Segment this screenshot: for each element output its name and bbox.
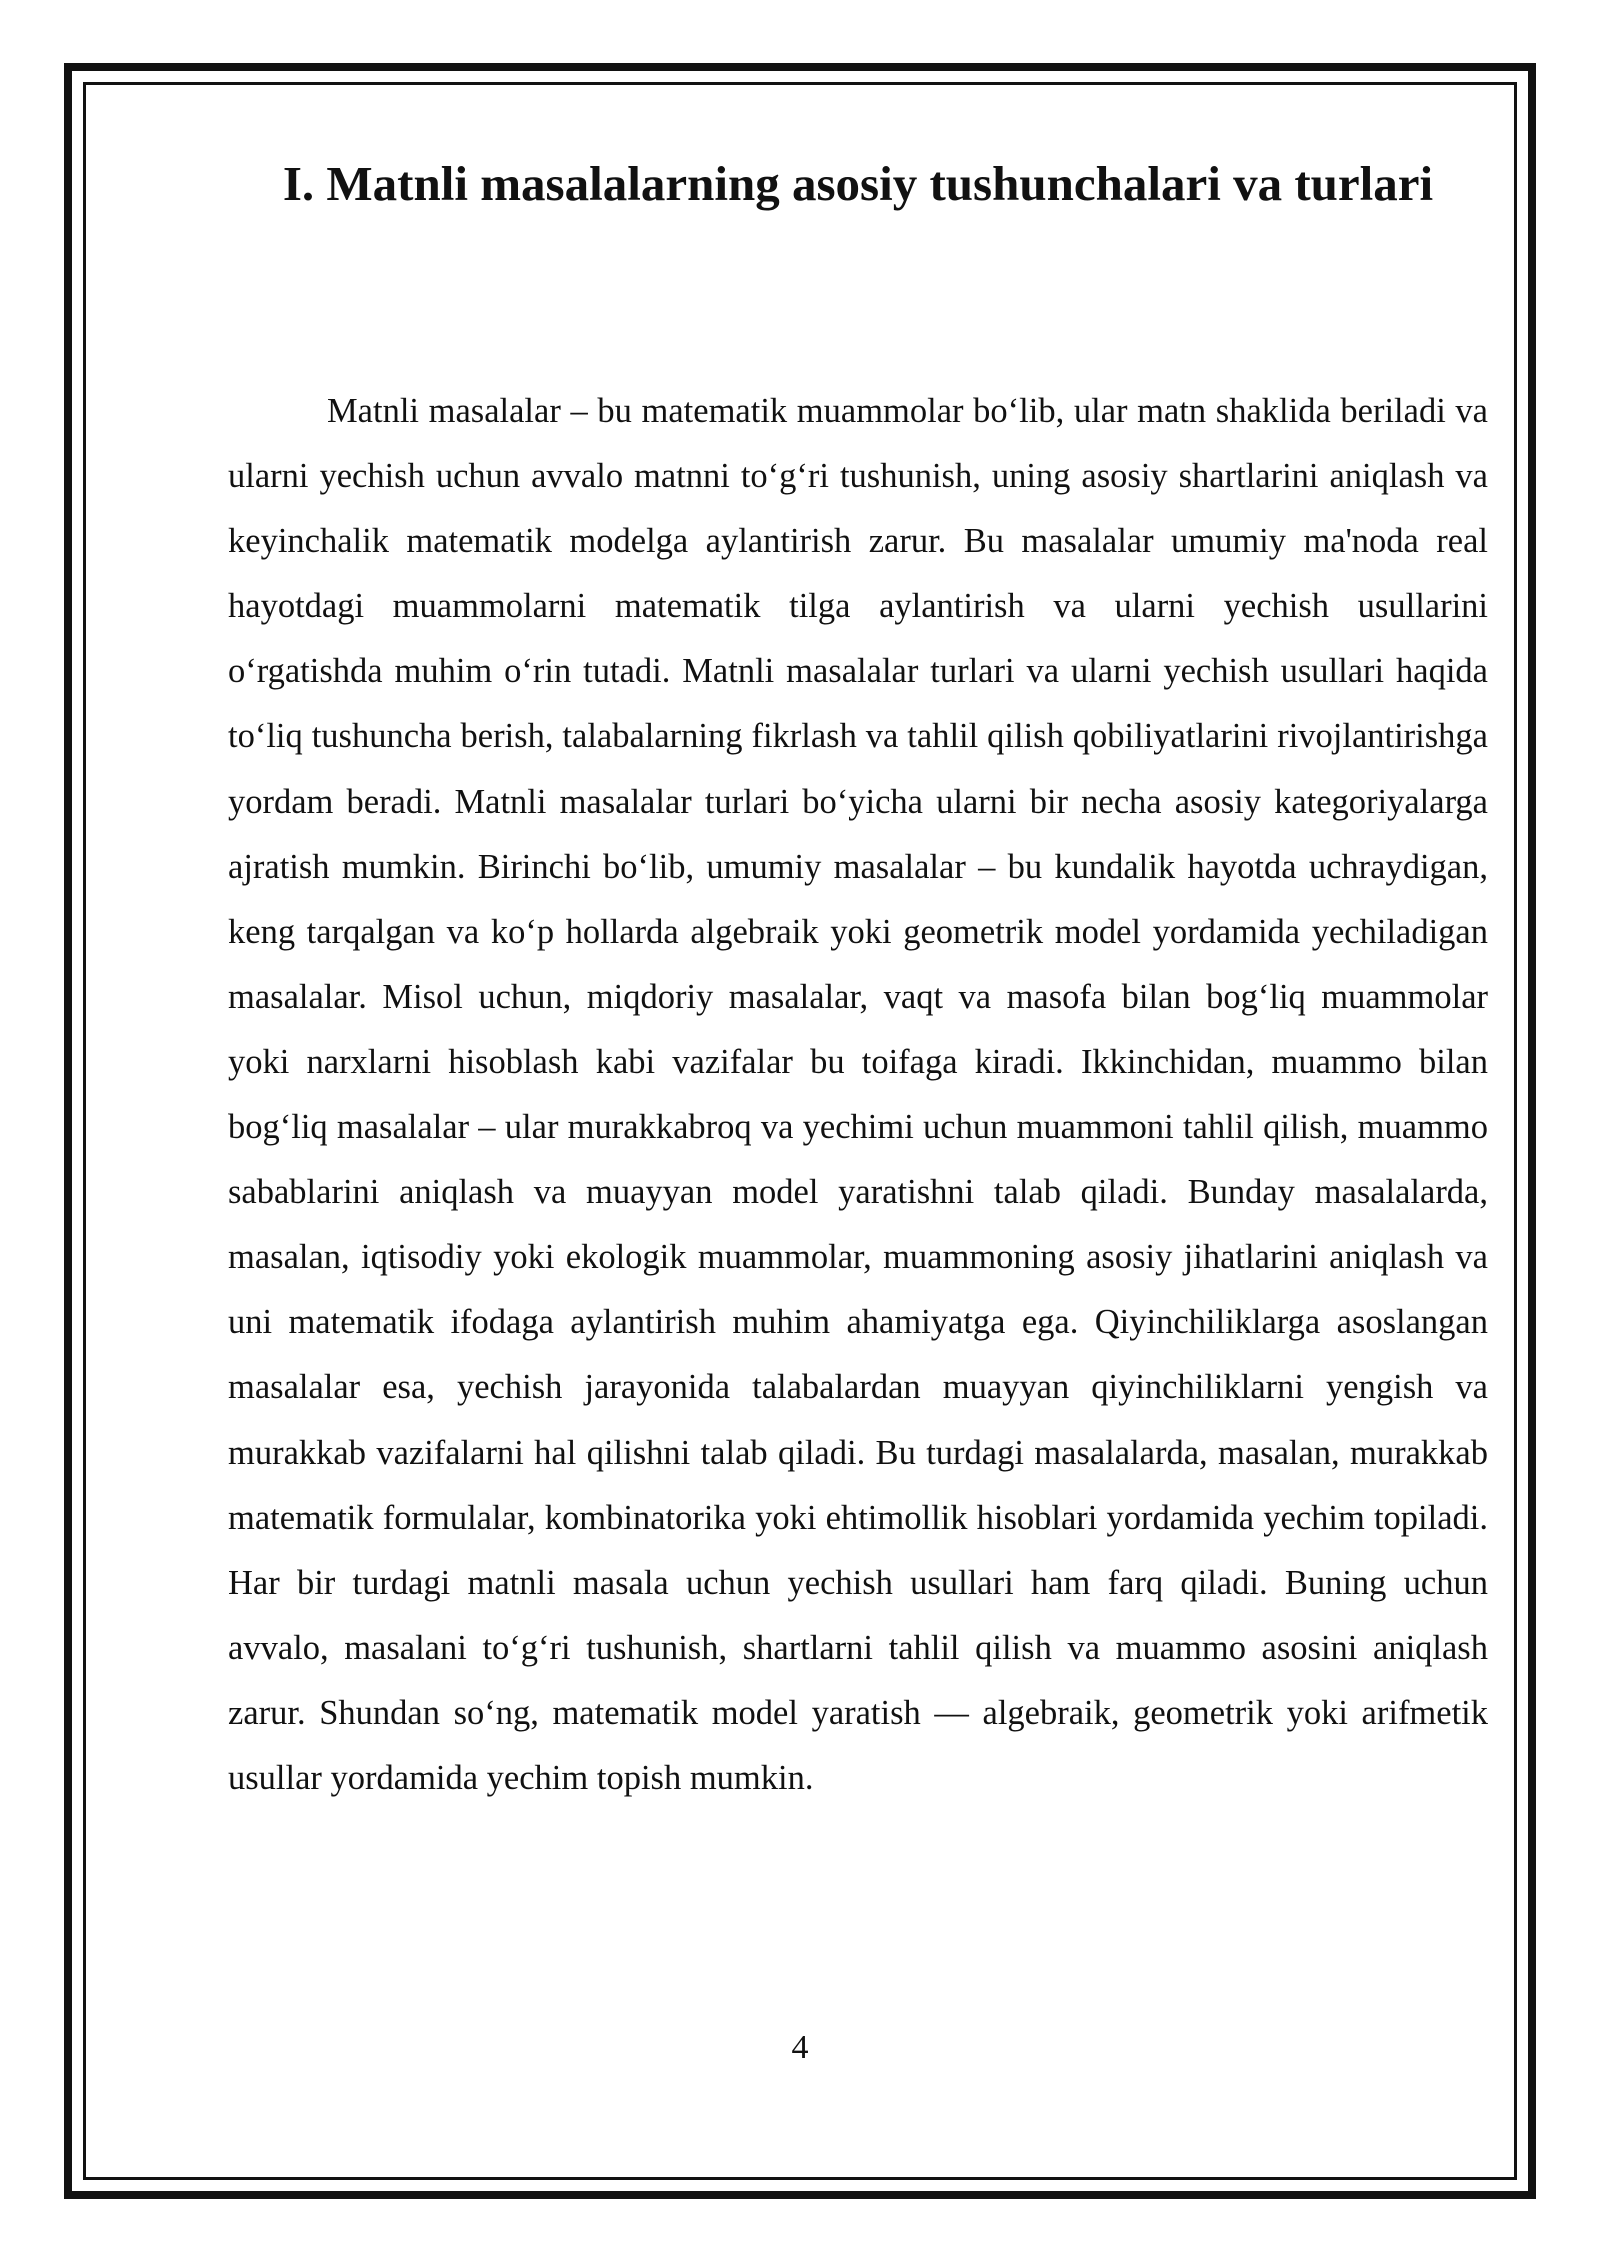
body-paragraph: Matnli masalalar – bu matematik muammolar bo‘lib, ular matn shaklida beriladi va ularni yechish uchun avvalo matnni to‘g‘ri tushunish, uning asosiy shartlarini aniqlash va keyinchalik matematik modelga aylantirish zarur. Bu masalalar umumiy ma'noda real hayotdagi muammolarni matematik tilga aylantirish va ularni yechish usullarini o‘rgatishda muhim o‘rin tutadi. Matnli masalalar turlari va ularni yechish usullari haqida to‘liq tushuncha berish, talabalarning fikrlash va tahlil qilish qobiliyatlarini rivojlantirishga yordam beradi. Matnli masalalar turlari bo‘yicha ularni bir necha asosiy kategoriyalarga ajratish mumkin. Birinchi bo‘lib, umumiy masalalar – bu kundalik hayotda uchraydigan, keng tarqalgan va ko‘p hollarda algebraik yoki geometrik model yordamida yechiladigan masalalar. Misol uchun, miqdoriy masalalar, vaqt va masofa bilan bog‘liq muammolar yoki narxlarni hisoblash kabi vazifalar bu toifaga kiradi. Ikkinchidan, muammo bilan bog‘liq masalalar – ular murakkabroq va yechimi uchun muammoni tahlil qilish, muammo sabablarini aniqlash va muayyan model yaratishni talab qiladi. Bunday masalalarda, masalan, iqtisodiy yoki ekologik muammolar, muammoning asosiy jihatlarini aniqlash va uni matematik ifodaga aylantirish muhim ahamiyatga ega. Qiyinchiliklarga asoslangan masalalar esa, yechish jarayonida talabalardan muayyan qiyinchiliklarni yengish va murakkab vazifalarni hal qilishni talab qiladi. Bu turdagi masalalarda, masalan, murakkab matematik formulalar, kombinatorika yoki ehtimollik hisoblari yordamida yechim topiladi. Har bir turdagi matnli masala uchun yechish usullari ham farq qiladi. Buning uchun avvalo, masalani to‘g‘ri tushunish, shartlarni tahlil qilish va muammo asosini aniqlash zarur. Shundan so‘ng, matematik model yaratish — algebraik, geometrik yoki arifmetik usullar yordamida yechim topish mumkin.	[228, 392, 1488, 1797]
page-number: 4	[791, 2029, 809, 2066]
section-heading: I. Matnli masalalarning asosiy tushunchalari va turlari	[282, 156, 1434, 211]
